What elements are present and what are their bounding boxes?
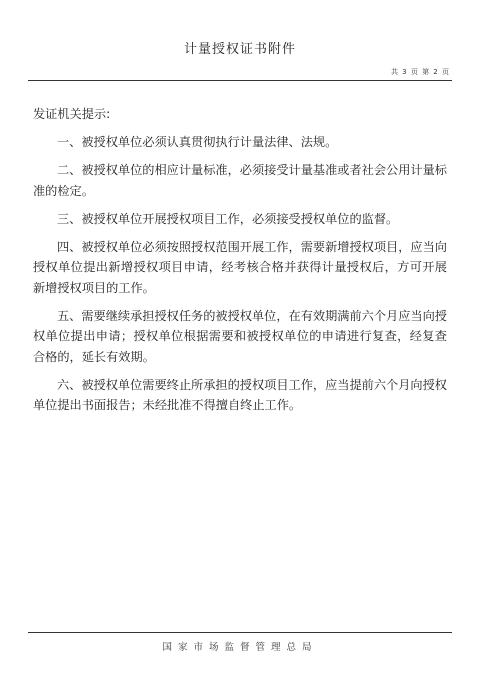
notice-item-6: 六、被授权单位需要终止所承担的授权项目工作，应当提前六个月向授权单位提出书面报告；未经批准不得擅自终止工作。 bbox=[33, 377, 447, 412]
notice-item-1: 一、被授权单位必须认真贯彻执行计量法律、法规。 bbox=[57, 135, 338, 149]
page-counter: 共 3 页 第 2 页 bbox=[390, 68, 450, 76]
notice-heading: 发证机关提示: bbox=[33, 107, 111, 121]
notice-item-3: 三、被授权单位开展授权项目工作，必须接受授权单位的监督。 bbox=[57, 211, 399, 226]
header-divider bbox=[28, 80, 452, 81]
notice-item-2: 二、被授权单位的相应计量标准，必须接受计量基准或者社会公用计量标准的检定。 bbox=[33, 163, 447, 198]
notice-item-4: 四、被授权单位必须按照授权范围开展工作，需要新增授权项目，应当向授权单位提出新增授权项目申请，经考核合格并获得计量授权后，方可开展新增授权项目的工作。 bbox=[33, 239, 447, 295]
footer-divider bbox=[28, 632, 452, 633]
issuing-authority: 国家市场监督管理总局 bbox=[162, 642, 318, 653]
notice-section bbox=[33, 104, 447, 423]
notice-item-5: 五、需要继续承担授权任务的被授权单位，在有效期满前六个月应当向授权单位提出申请；授权单位根据需要和被授权单位的申请进行复查，经复查合格的，延长有效期。 bbox=[33, 308, 447, 364]
document-title: 计量授权证书附件 bbox=[183, 42, 296, 57]
